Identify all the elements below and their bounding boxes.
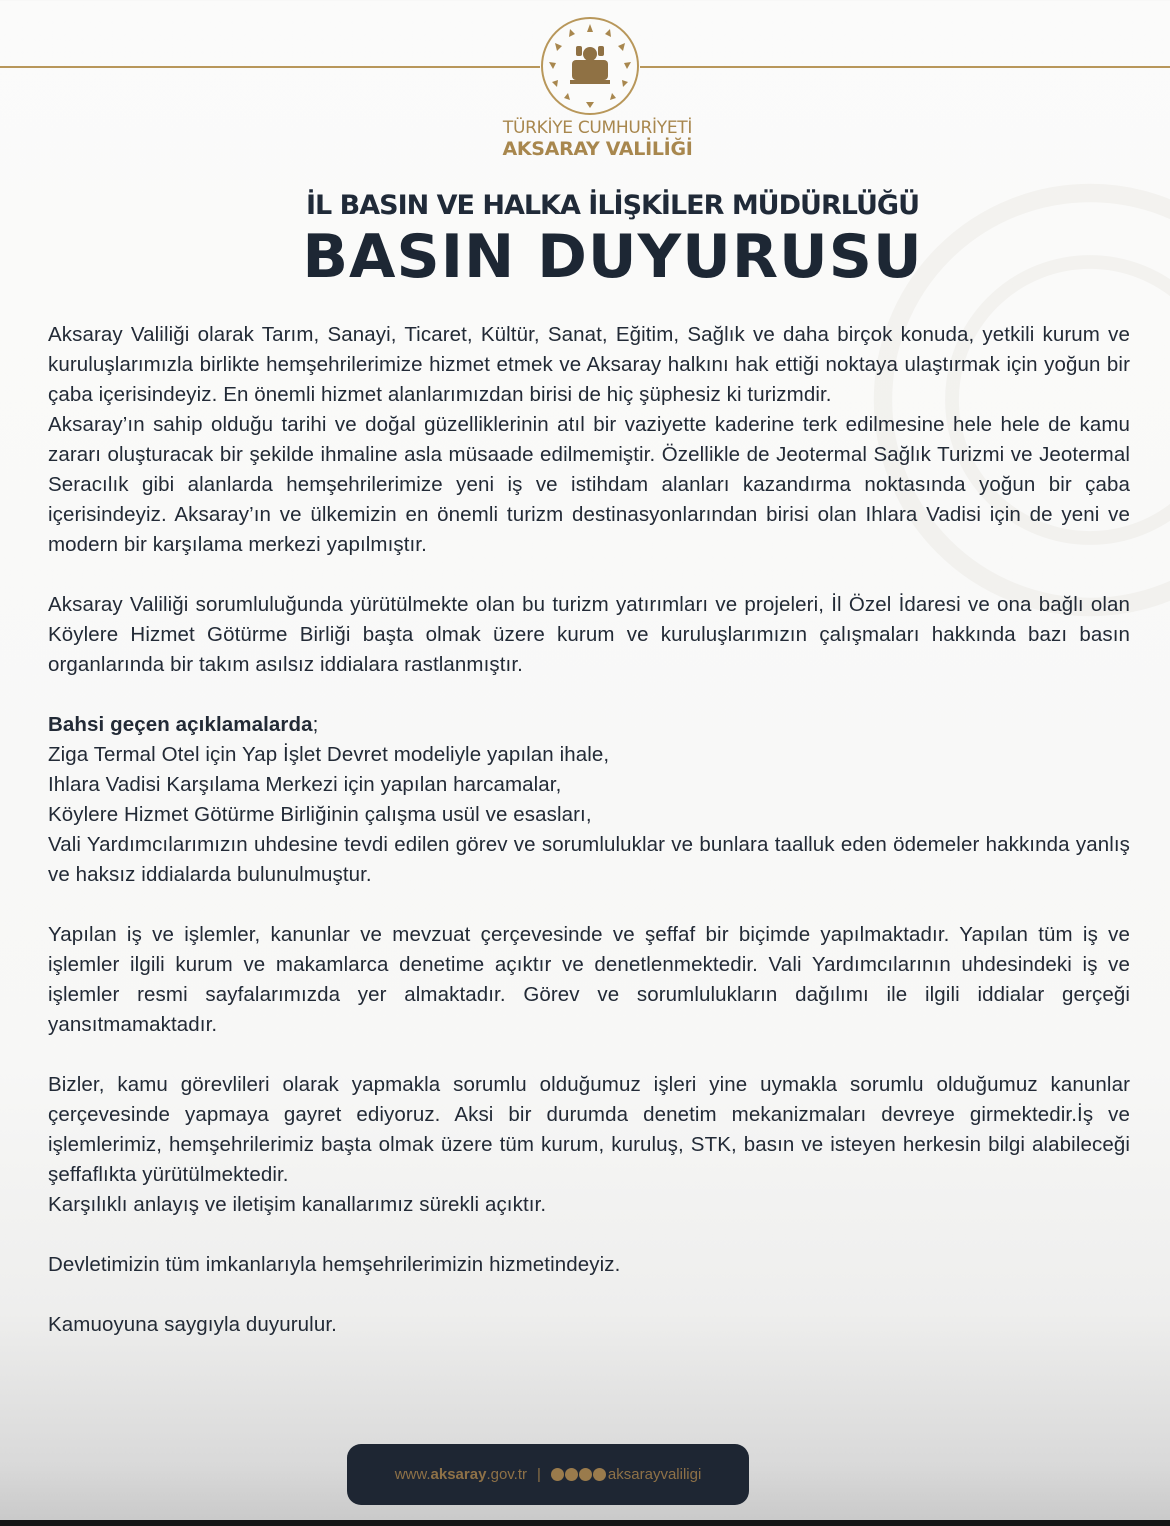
website-link[interactable]: [395, 1466, 527, 1483]
youtube-icon[interactable]: [579, 1468, 592, 1481]
header-divider-right: [640, 66, 1170, 68]
claims-lead: [48, 710, 1130, 740]
paragraph-3: Aksaray Valiliği sorumluluğunda yürütülmekte olan bu turizm yatırımları ve projeleri, İl Özel İdaresi ve ona bağlı olan Köylere Hizmet Götürme Birliği başta olmak üzere kurum ve kuruluşlarımızın çalışmaları hakkında bazı basın organlarında bir takım asılsız iddialara rastlanmıştır.: [48, 593, 1130, 676]
claim-item: Vali Yardımcılarımızın uhdesine tevdi edilen görev ve sorumluluklar ve bunlara taalluk eden ödemeler hakkında yanlış ve haksız iddialarda bulunulmuştur.: [48, 833, 1130, 886]
announcement-body: [48, 320, 1130, 1340]
closing-line: Kamuoyuna saygıyla duyurulur.: [48, 1313, 337, 1336]
bottom-edge: [0, 1520, 1170, 1526]
paragraph-6: Bizler, kamu görevlileri olarak yapmakla sorumlu olduğumuz işleri yine uymakla sorumlu olduğumuz kanunlar çerçevesinde yapmaya gayret ediyoruz. Aksi bir durumda denetim mekanizmaları devreye girmektedir.İş ve işlemlerimiz, hemşehrilerimiz başta olmak üzere tüm kurum, kuruluş, STK, basın ve isteyen herkesin bilgi alabileceği şeffaflıkta yürütülmektedir.: [48, 1073, 1130, 1186]
paragraph-7: Karşılıklı anlayış ve iletişim kanallarımız sürekli açıktır.: [48, 1193, 547, 1216]
header-divider-left: [0, 66, 540, 68]
page-title: BASIN DUYURUSU: [302, 222, 923, 292]
gov-name-line1: TÜRKİYE CUMHURİYETİ: [502, 118, 693, 138]
paragraph-8: Devletimizin tüm imkanlarıyla hemşehrilerimizin hizmetindeyiz.: [48, 1253, 621, 1276]
website-tld: .gov.tr: [486, 1466, 528, 1483]
claim-item: Ziga Termal Otel için Yap İşlet Devret modeliyle yapılan ihale,: [48, 743, 610, 766]
website-prefix: www.: [394, 1466, 431, 1483]
aksaray-governorship-emblem: [540, 16, 640, 116]
facebook-icon[interactable]: [593, 1468, 606, 1481]
claims-lead-tail: ;: [312, 713, 319, 736]
social-handle[interactable]: aksarayvaliligi: [607, 1466, 702, 1483]
footer-contact-bar: [347, 1444, 749, 1505]
paragraph-2: Aksaray’ın sahip olduğu tarihi ve doğal güzelliklerinin atıl bir vaziyette kaderine terk edilmesine hele hele de kamu zararı oluşturacak bir şekilde ihmaline asla müsaade edilmemiştir. Özellikle de Jeotermal Sağlık Turizmi ve Jeotermal Seracılık gibi alanlarda hemşehrilerimize yeni iş ve istihdam alanları kazandırma noktasında yoğun bir çaba içerisindeyiz. Aksaray’ın ve ülkemizin en önemli turizm destinasyonlarından birisi olan Ihlara Vadisi için de yeni ve modern bir karşılama merkezi yapılmıştır.: [48, 413, 1130, 556]
website-domain: aksaray: [430, 1466, 487, 1483]
social-icons: [551, 1468, 606, 1481]
paragraph-1: Aksaray Valiliği olarak Tarım, Sanayi, Ticaret, Kültür, Sanat, Eğitim, Sağlık ve daha birçok konuda, yetkili kurum ve kuruluşlarımızla birlikte hemşehrilerimize hizmet etmek ve Aksaray halkını hak ettiği noktaya ulaştırmak için yoğun bir çaba içerisindeyiz. En önemli hizmet alanlarımızdan birisi de hiç şüphesiz ki turizmdir.: [48, 323, 1130, 406]
twitter-icon[interactable]: [565, 1468, 578, 1481]
instagram-icon[interactable]: [551, 1468, 564, 1481]
claims-lead-bold: Bahsi geçen açıklamalarda: [48, 713, 313, 736]
footer-separator: |: [537, 1466, 541, 1483]
claim-item: Köylere Hizmet Götürme Birliğinin çalışma usül ve esasları,: [48, 803, 592, 826]
claim-item: Ihlara Vadisi Karşılama Merkezi için yapılan harcamalar,: [48, 773, 562, 796]
gov-name-line2: AKSARAY VALİLİĞİ: [502, 138, 693, 160]
paragraph-5: Yapılan iş ve işlemler, kanunlar ve mevzuat çerçevesinde ve şeffaf bir biçimde yapılmaktadır. Yapılan tüm iş ve işlemler ilgili kurum ve makamlarca denetime açıktır ve denetlenmektedir. Vali Yardımcılarının uhdesindeki iş ve işlemler resmi sayfalarımızda yer almaktadır. Görev ve sorumlulukların dağılımı ile ilgili iddialar gerçeği yansıtmamaktadır.: [48, 923, 1130, 1036]
department-title: İL BASIN VE HALKA İLİŞKİLER MÜDÜRLÜĞÜ: [306, 190, 919, 221]
